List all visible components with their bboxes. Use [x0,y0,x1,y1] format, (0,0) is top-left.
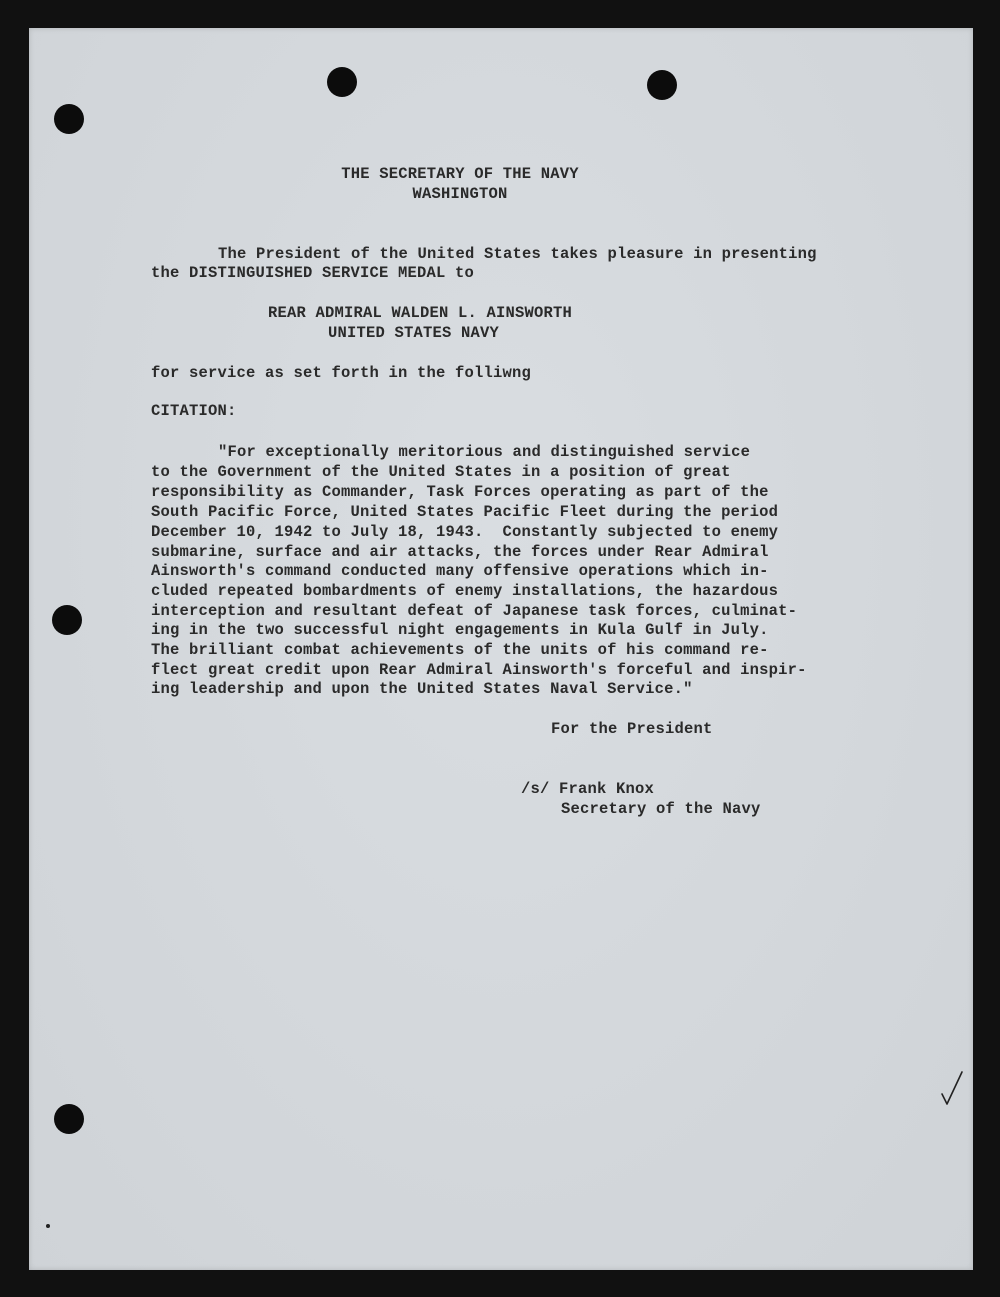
signature-title: Secretary of the Navy [561,800,761,818]
citation-line: submarine, surface and air attacks, the forces under Rear Admiral [151,543,769,561]
intro-line-2: the DISTINGUISHED SERVICE MEDAL to [151,264,475,282]
citation-line: The brilliant combat achievements of the units of his command re- [151,641,769,659]
letterhead-location: WASHINGTON [412,185,508,203]
citation-line: cluded repeated bombardments of enemy installations, the hazardous [151,582,779,600]
citation-line: flect great credit upon Rear Admiral Ainsworth's forceful and inspir- [151,661,807,679]
citation-line: ing leadership and upon the United States Naval Service." [151,680,693,698]
recipient-name: REAR ADMIRAL WALDEN L. AINSWORTH [268,304,573,322]
ink-speck [46,1224,50,1228]
punch-hole-top-right [647,70,677,100]
closing-line: For the President [551,720,713,738]
citation-line: "For exceptionally meritorious and distinguished service [218,443,751,461]
citation-line: December 10, 1942 to July 18, 1943. Constantly subjected to enemy [151,523,779,541]
citation-line: to the Government of the United States in a position of great [151,463,731,481]
citation-line: Ainsworth's command conducted many offensive operations which in- [151,562,769,580]
service-line: for service as set forth in the folliwng [151,364,532,382]
citation-line: ing in the two successful night engagements in Kula Gulf in July. [151,621,769,639]
citation-label: CITATION: [151,402,237,420]
punch-hole-bottom-left [54,1104,84,1134]
punch-hole-top-center [327,67,357,97]
check-mark-icon [938,1068,968,1108]
signature-name: /s/ Frank Knox [521,780,655,798]
citation-line: interception and resultant defeat of Japanese task forces, culminat- [151,602,798,620]
intro-line-1: The President of the United States takes pleasure in presenting [218,245,817,263]
letterhead-title: THE SECRETARY OF THE NAVY [341,165,579,183]
punch-hole-top-left [54,104,84,134]
recipient-branch: UNITED STATES NAVY [328,324,500,342]
citation-line: South Pacific Force, United States Pacific Fleet during the period [151,503,779,521]
punch-hole-middle-left [52,605,82,635]
citation-line: responsibility as Commander, Task Forces operating as part of the [151,483,769,501]
